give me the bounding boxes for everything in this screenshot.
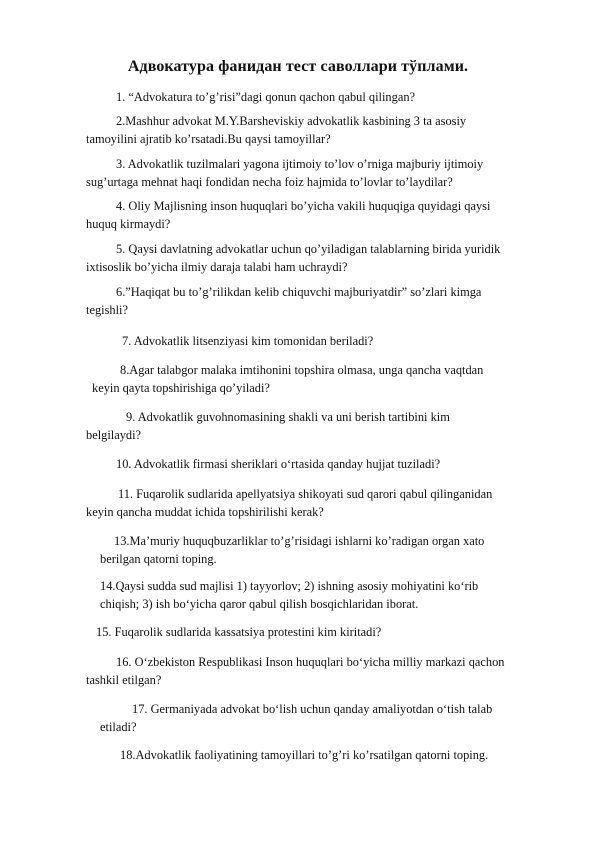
- question-text: 1. “Advokatura to’g’risi”dagi qonun qachon qabul qilingan?: [116, 90, 416, 104]
- question-13: [100, 532, 556, 568]
- question-text: 5. Qaysi davlatning advokatlar uchun qo’yiladigan talablarning birida yuridik: [116, 242, 501, 256]
- question-text: 17. Germaniyada advokat bo‘lish uchun qanday amaliyotdan o‘tish talab: [132, 702, 493, 716]
- question-2: [86, 112, 556, 148]
- question-5: [86, 240, 556, 276]
- question-text: 13.Ma’muriy huquqbuzarliklar to’g’risidagi ishlarni ko’radigan organ xato: [114, 534, 485, 548]
- question-11: [86, 485, 556, 521]
- question-text-continued: chiqish; 3) ish bo‘yicha qaror qabul qilish bosqichlaridan iborat.: [100, 597, 419, 611]
- question-16: [86, 653, 556, 689]
- question-3: [86, 155, 556, 191]
- question-text-continued: ixtisoslik bo’yicha ilmiy daraja talabi ham uchraydi?: [86, 260, 348, 274]
- question-text-continued: tamoyilini ajratib ko’rsatadi.Bu qaysi tamoyillar?: [86, 132, 331, 146]
- question-text: 16. O‘zbekiston Respublikasi Inson huquqlari bo‘yicha milliy markazi qachon: [116, 655, 505, 669]
- document-title: Адвокатура фанидан тест саволлари тўплами.: [127, 58, 469, 75]
- question-15: [86, 623, 556, 641]
- question-text-continued: berilgan qatorni toping.: [100, 552, 217, 566]
- question-7: [86, 332, 556, 350]
- question-text: 4. Oliy Majlisning inson huquqlari bo’yicha vakili huquqiga quyidagi qaysi: [116, 199, 491, 213]
- question-text-continued: keyin qayta topshirishiga qo’yiladi?: [92, 381, 270, 395]
- question-text: 7. Advokatlik litsenziyasi kim tomonidan beriladi?: [122, 334, 374, 348]
- question-text: 6.”Haqiqat bu to’g’rilikdan kelib chiquvchi majburiyatdir” so’zlari kimga: [116, 285, 482, 299]
- question-text-continued: sug’urtaga mehnat haqi fondidan necha foiz hajmida to’lovlar to’laydilar?: [86, 175, 453, 189]
- question-text: 14.Qaysi sudda sud majlisi 1) tayyorlov; 2) ishning asosiy mohiyatini ko‘rib: [100, 579, 479, 593]
- question-text-continued: etiladi?: [100, 720, 137, 734]
- question-9: [86, 408, 556, 444]
- question-text-continued: tashkil etilgan?: [86, 673, 162, 687]
- question-18: [86, 746, 556, 764]
- question-6: [86, 283, 556, 319]
- question-text-continued: keyin qancha muddat ichida topshirilishi kerak?: [86, 505, 324, 519]
- question-text-continued: belgilaydi?: [86, 428, 142, 442]
- question-text: 10. Advokatlik firmasi sheriklari o‘rtasida qanday hujjat tuziladi?: [116, 457, 441, 471]
- question-4: [86, 197, 556, 233]
- question-text: 2.Mashhur advokat M.Y.Barsheviskiy advokatlik kasbining 3 ta asosiy: [116, 114, 467, 128]
- question-8: [86, 361, 556, 397]
- question-14: [100, 577, 556, 613]
- question-text: 11. Fuqarolik sudlarida apellyatsiya shikoyati sud qarori qabul qilinganidan: [118, 487, 493, 501]
- question-10: [86, 455, 556, 473]
- question-text-continued: tegishli?: [86, 303, 128, 317]
- question-text: 15. Fuqarolik sudlarida kassatsiya protestini kim kiritadi?: [96, 625, 382, 639]
- question-text-continued: huquq kirmaydi?: [86, 217, 171, 231]
- question-1: [86, 88, 556, 106]
- question-text: 3. Advokatlik tuzilmalari yagona ijtimoiy to’lov o’rniga majburiy ijtimoiy: [116, 157, 484, 171]
- question-17: [86, 700, 556, 736]
- question-text: 9. Advokatlik guvohnomasining shakli va uni berish tartibini kim: [126, 410, 450, 424]
- question-text: 18.Advokatlik faoliyatining tamoyillari to’g’ri ko’rsatilgan qatorni toping.: [120, 748, 489, 762]
- question-text: 8.Agar talabgor malaka imtihonini topshira olmasa, unga qancha vaqtdan: [120, 363, 484, 377]
